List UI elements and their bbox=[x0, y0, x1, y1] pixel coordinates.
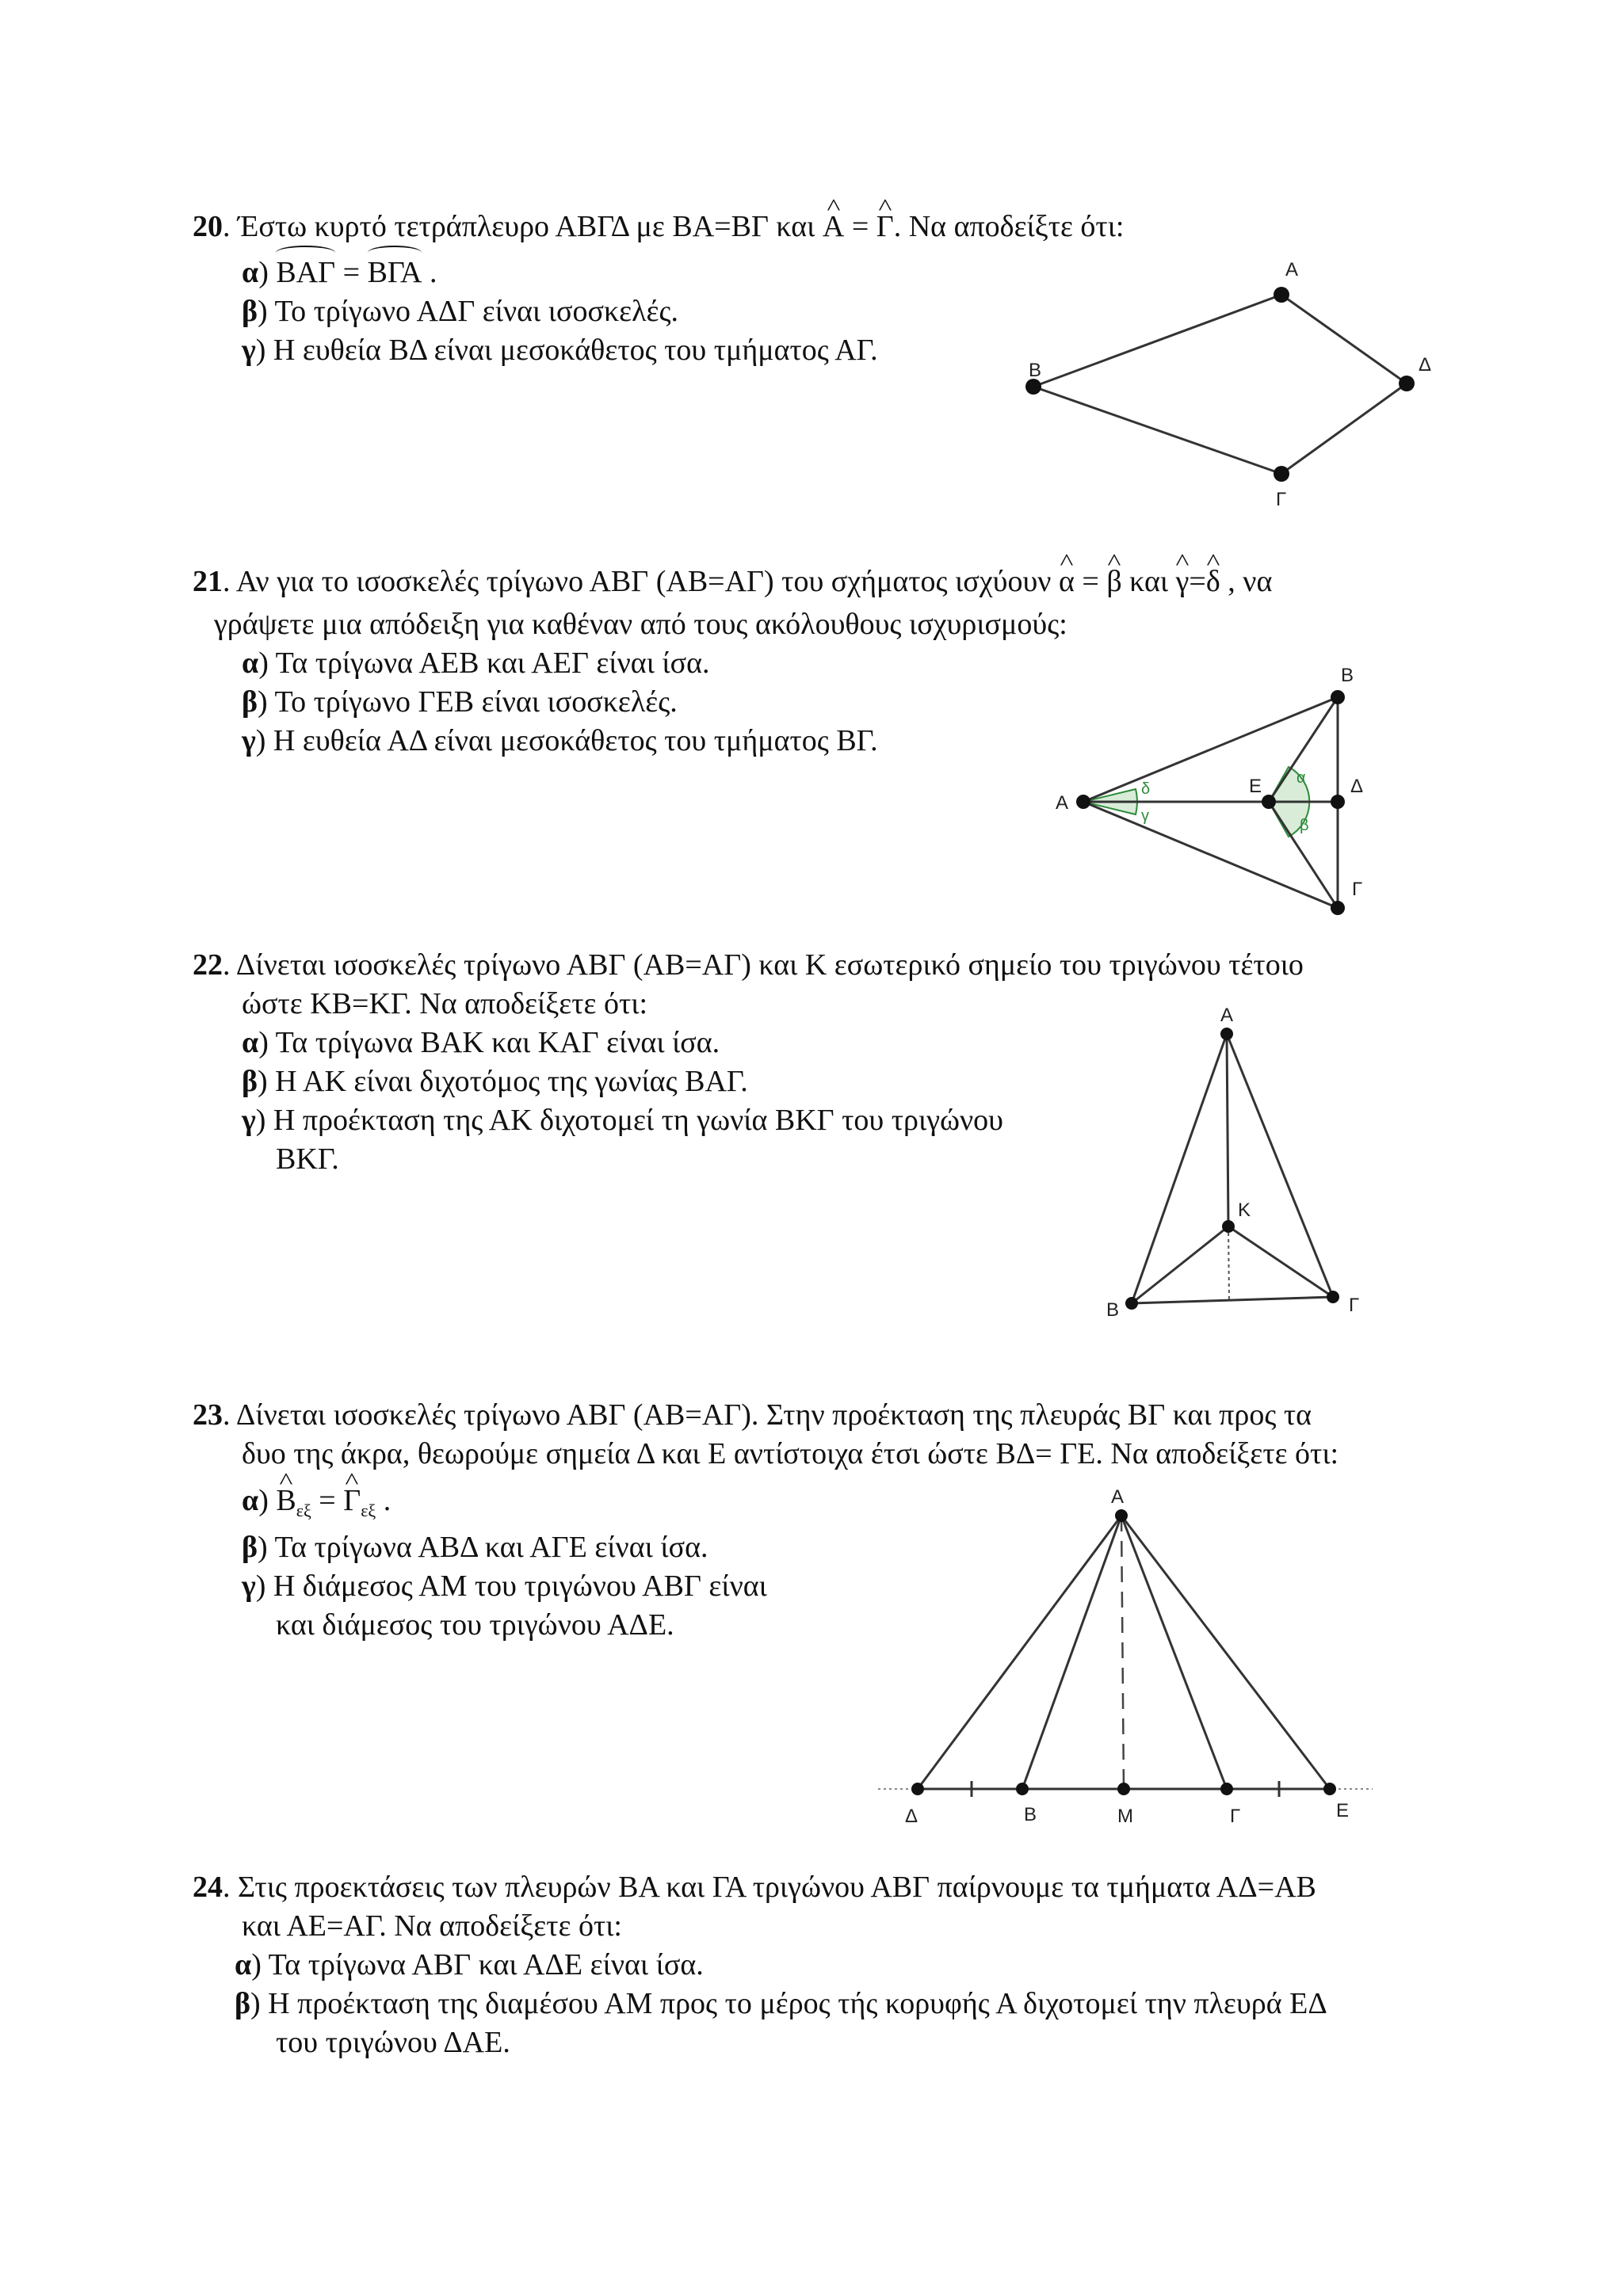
exercise-24-part-b bbox=[235, 1985, 1327, 2023]
part-label: β bbox=[242, 1065, 258, 1098]
segment-ab bbox=[1132, 1034, 1227, 1303]
part-text: ) Η προέκταση της ΑΚ διχοτομεί τη γωνία ΒΚΓ του τριγώνου bbox=[255, 1104, 1003, 1137]
exercise-23-part-a: α) ^ $B_{\varepsilon\xi}$ = ^ $\Gamma_{\varepsilon\xi}$ . bbox=[242, 1482, 391, 1524]
point-b bbox=[1331, 690, 1345, 704]
label-g: Γ bbox=[1352, 879, 1363, 900]
label-g: Γ bbox=[1276, 489, 1287, 510]
label-a: Α bbox=[1111, 1486, 1125, 1508]
exercise-24-line2: και ΑΕ=ΑΓ. Να αποδείξετε ότι: bbox=[242, 1909, 622, 1943]
point-g bbox=[1331, 901, 1345, 915]
subscript: εξ bbox=[296, 1501, 311, 1520]
part-text: ) Τα τρίγωνα ΒΑΚ και ΚΑΓ είναι ίσα. bbox=[258, 1026, 720, 1059]
label-m: Μ bbox=[1117, 1806, 1133, 1827]
label-a: Α bbox=[1056, 792, 1069, 814]
label-g: Γ bbox=[1349, 1295, 1360, 1316]
exercise-21-part-b bbox=[242, 683, 678, 721]
exercise-23-line2: δυο της άκρα, θεωρούμε σημεία Δ και Ε αντίστοιχα έτσι ώστε ΒΔ= ΓΕ. Να αποδείξετε ότι: bbox=[242, 1437, 1339, 1470]
part-label: β bbox=[242, 685, 258, 719]
figure-isosceles-with-extension bbox=[872, 1486, 1379, 1834]
angle-symbol: ^ δ bbox=[1206, 563, 1220, 601]
part-text: ) Η διάμεσος ΑΜ του τριγώνου ΑΒΓ είναι bbox=[255, 1569, 767, 1603]
part-label: γ bbox=[242, 1569, 256, 1603]
part-text: ) Τα τρίγωνα ΑΒΓ και ΑΔΕ είναι ίσα. bbox=[251, 1948, 704, 1981]
exercise-23-part-b bbox=[242, 1528, 708, 1566]
exercise-24-part-a bbox=[235, 1946, 704, 1984]
point-a bbox=[1076, 795, 1090, 809]
exercise-22-part-c bbox=[242, 1101, 1003, 1139]
label-d: Δ bbox=[905, 1806, 918, 1827]
part-label: γ bbox=[242, 1104, 256, 1137]
part-label: β bbox=[235, 1987, 251, 2020]
part-label: γ bbox=[242, 724, 256, 757]
equals-sign: = bbox=[311, 1484, 344, 1517]
label-delta: δ bbox=[1141, 780, 1151, 798]
point-b bbox=[1016, 1783, 1029, 1795]
stem-text: . Να αποδείξτε ότι: bbox=[893, 210, 1125, 243]
point-m bbox=[1117, 1783, 1130, 1795]
segment-ag bbox=[1227, 1034, 1333, 1297]
stem-text: , να bbox=[1220, 565, 1273, 598]
part-label: β bbox=[242, 1531, 258, 1564]
exercise-20-part-a: α) ΒΑΓ = ΒΓΑ . bbox=[242, 254, 437, 292]
point-d bbox=[1331, 795, 1345, 809]
exercise-21-part-a bbox=[242, 644, 710, 682]
point-d bbox=[1399, 376, 1415, 391]
part-text: ) Η ΑΚ είναι διχοτόμος της γωνίας ΒΑΓ. bbox=[258, 1065, 748, 1098]
label-a: Α bbox=[1220, 1005, 1234, 1026]
equals-sign: = bbox=[1074, 565, 1107, 598]
exercise-20-part-b bbox=[242, 292, 678, 330]
segment-gk bbox=[1228, 1226, 1333, 1297]
exercise-number: 20 bbox=[193, 210, 223, 243]
part-text: ) Το τρίγωνο ΓΕΒ είναι ισοσκελές. bbox=[258, 685, 678, 719]
exercise-22-part-a bbox=[242, 1024, 720, 1062]
stem-text: . Δίνεται ισοσκελές τρίγωνο ΑΒΓ (ΑΒ=ΑΓ). Στην προέκταση της πλευράς ΒΓ και προς τα bbox=[223, 1398, 1312, 1432]
angle-arc-expression: ΒΑΓ bbox=[276, 254, 335, 292]
figure-quadrilateral bbox=[1006, 254, 1458, 515]
figure-triangle-with-interior-point bbox=[1102, 1002, 1403, 1327]
stem-text: . Στις προεκτάσεις των πλευρών ΒΑ και ΓΑ τριγώνου ΑΒΓ παίρνουμε τα τμήματα ΑΔ=ΑΒ bbox=[223, 1871, 1316, 1904]
angle-symbol: ^ Γ bbox=[343, 1482, 361, 1520]
part-label: α bbox=[235, 1948, 252, 1981]
stem-text: . Δίνεται ισοσκελές τρίγωνο ΑΒΓ (ΑΒ=ΑΓ) και Κ εσωτερικό σημείο του τριγώνου τέτοιο bbox=[223, 948, 1304, 982]
point-e bbox=[1323, 1783, 1336, 1795]
part-text: ) Η ευθεία ΑΔ είναι μεσοκάθετος του τμήματος ΒΓ. bbox=[255, 724, 878, 757]
exercise-23-stem bbox=[193, 1396, 1312, 1434]
exercise-24-stem bbox=[193, 1868, 1316, 1906]
angle-arc-expression: ΒΓΑ bbox=[368, 254, 422, 292]
exercise-22-line2: ώστε ΚΒ=ΚΓ. Να αποδείξετε ότι: bbox=[242, 987, 647, 1020]
punctuation: . bbox=[422, 256, 437, 289]
part-text: ) Τα τρίγωνα ΑΒΔ και ΑΓΕ είναι ίσα. bbox=[258, 1531, 708, 1564]
part-label: α bbox=[242, 256, 259, 289]
angle-symbol: ^ Α bbox=[823, 208, 844, 246]
label-d: Δ bbox=[1350, 776, 1364, 797]
median-am bbox=[1121, 1516, 1124, 1789]
exercise-23-part-c bbox=[242, 1567, 767, 1605]
label-d: Δ bbox=[1419, 354, 1432, 376]
equals-sign: = bbox=[1189, 565, 1206, 598]
exercise-21-part-c bbox=[242, 722, 878, 760]
segment-ak bbox=[1227, 1034, 1228, 1226]
label-alpha: α bbox=[1296, 769, 1306, 787]
exercise-24-part-b-cont: του τριγώνου ΔΑΕ. bbox=[276, 2026, 510, 2059]
part-text: ) Η ευθεία ΒΔ είναι μεσοκάθετος του τμήματος ΑΓ. bbox=[255, 334, 878, 367]
label-b: Β bbox=[1106, 1299, 1120, 1321]
equals-sign: = bbox=[844, 210, 876, 243]
angle-symbol: ^ α bbox=[1059, 563, 1075, 601]
figure-isosceles-kite bbox=[1046, 658, 1379, 927]
punctuation: . bbox=[376, 1484, 391, 1517]
label-gamma: γ bbox=[1141, 807, 1149, 825]
segment-bg bbox=[1132, 1297, 1333, 1303]
segment-ad bbox=[918, 1516, 1121, 1789]
part-label: β bbox=[242, 295, 258, 328]
label-g: Γ bbox=[1230, 1806, 1241, 1827]
angle-symbol: ^ Β bbox=[276, 1482, 296, 1520]
exercise-22-stem bbox=[193, 946, 1304, 984]
point-b bbox=[1025, 379, 1041, 395]
angle-symbol: ^ β bbox=[1106, 563, 1121, 601]
part-label: α bbox=[242, 646, 259, 680]
label-e: Ε bbox=[1249, 776, 1262, 797]
exercise-20-part-c bbox=[242, 331, 878, 369]
exercise-number: 23 bbox=[193, 1398, 223, 1432]
stem-text: και bbox=[1121, 565, 1176, 598]
point-d bbox=[911, 1783, 924, 1795]
label-b: Β bbox=[1029, 360, 1042, 381]
exercise-20-stem bbox=[193, 208, 1125, 246]
segment-ab bbox=[1022, 1516, 1121, 1789]
label-k: Κ bbox=[1238, 1199, 1251, 1221]
part-text: ) Η προέκταση της διαμέσου ΑΜ προς το μέρος τής κορυφής Α διχοτομεί την πλευρά ΕΔ bbox=[250, 1987, 1327, 2020]
angle-symbol: ^ Γ bbox=[876, 208, 894, 246]
exercise-21-line2: γράψετε μια απόδειξη για καθέναν από τους ακόλουθους ισχυρισμούς: bbox=[214, 608, 1067, 641]
point-a bbox=[1115, 1509, 1128, 1522]
quadrilateral-outline bbox=[1033, 295, 1407, 474]
exercise-number: 21 bbox=[193, 565, 223, 598]
label-e: Ε bbox=[1336, 1800, 1350, 1821]
point-a bbox=[1274, 287, 1289, 303]
exercise-number: 24 bbox=[193, 1871, 223, 1904]
part-label: α bbox=[242, 1026, 259, 1059]
exercise-22-part-c-cont: ΒΚΓ. bbox=[276, 1142, 339, 1176]
part-label: α bbox=[242, 1484, 259, 1517]
exercise-21-stem bbox=[193, 563, 1272, 601]
stem-text: . Έστω κυρτό τετράπλευρο ΑΒΓΔ με ΒΑ=ΒΓ και bbox=[223, 210, 823, 243]
point-b bbox=[1125, 1297, 1138, 1310]
segment-ae bbox=[1121, 1516, 1330, 1789]
point-e bbox=[1262, 795, 1276, 809]
label-b: Β bbox=[1341, 665, 1354, 686]
exercise-23-part-c-cont: και διάμεσος του τριγώνου ΑΔΕ. bbox=[276, 1608, 674, 1642]
point-g bbox=[1220, 1783, 1233, 1795]
label-beta: β bbox=[1300, 817, 1309, 834]
angle-symbol: ^ γ bbox=[1176, 563, 1190, 601]
label-b: Β bbox=[1024, 1804, 1037, 1825]
stem-text: . Αν για το ισοσκελές τρίγωνο ΑΒΓ (ΑΒ=ΑΓ) του σχήματος ισχύουν bbox=[223, 565, 1059, 598]
part-label: γ bbox=[242, 334, 256, 367]
point-g bbox=[1327, 1291, 1339, 1303]
point-g bbox=[1274, 466, 1289, 482]
bisector-extension bbox=[1228, 1226, 1229, 1300]
point-k bbox=[1222, 1220, 1235, 1233]
point-a bbox=[1220, 1028, 1233, 1040]
label-a: Α bbox=[1285, 259, 1299, 280]
segment-ag bbox=[1121, 1516, 1227, 1789]
exercise-number: 22 bbox=[193, 948, 223, 982]
part-text: ) Το τρίγωνο ΑΔΓ είναι ισοσκελές. bbox=[258, 295, 679, 328]
exercise-22-part-b bbox=[242, 1062, 748, 1100]
part-text: ) Τα τρίγωνα ΑΕΒ και ΑΕΓ είναι ίσα. bbox=[258, 646, 710, 680]
subscript: εξ bbox=[361, 1501, 376, 1520]
